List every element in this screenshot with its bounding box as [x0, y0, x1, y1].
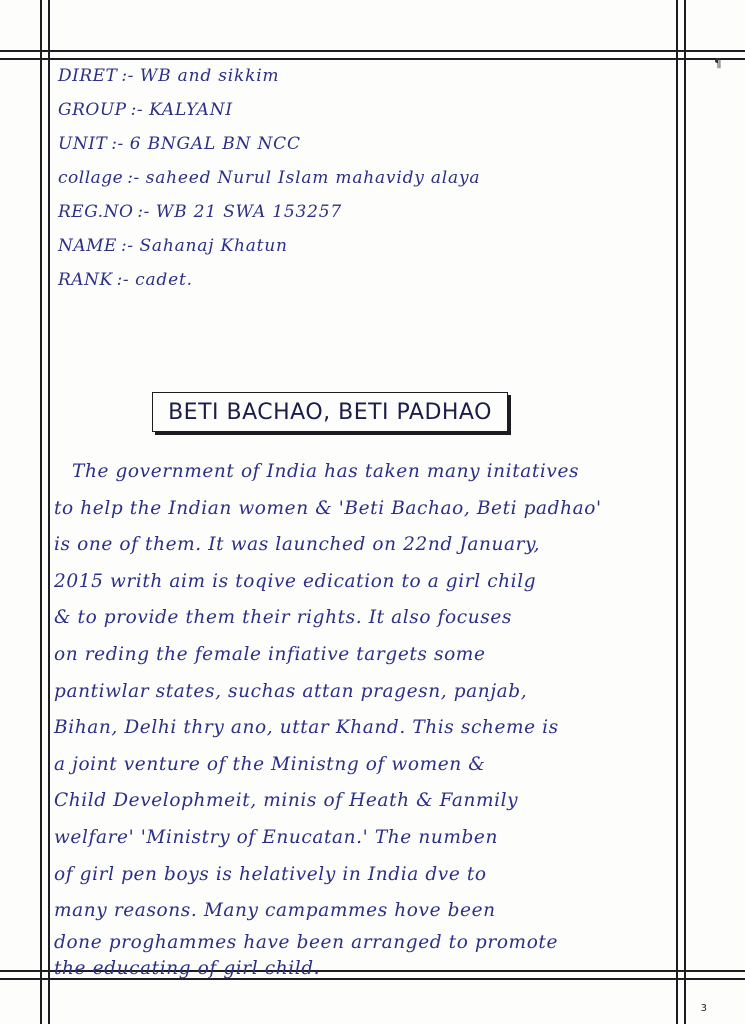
detail-separator: :-: [111, 134, 124, 154]
detail-value: Sahanaj Khatun: [139, 236, 288, 256]
detail-label: collage: [58, 168, 124, 188]
detail-value: WB and sikkim: [139, 66, 280, 86]
essay-line: Bihan, Delhi thry ano, uttar Khand. This scheme is: [54, 717, 559, 739]
detail-label: RANK: [58, 270, 113, 290]
cadet-details: [58, 66, 678, 304]
essay-line: The government of India has taken many initatives: [72, 461, 580, 482]
essay-line: many reasons. Many campammes hove been: [54, 900, 496, 922]
page-number: 3: [700, 1003, 707, 1014]
essay-line: the educating of girl child.: [54, 957, 321, 979]
left-margin-rule: [40, 0, 42, 1024]
detail-row-name: [58, 236, 678, 270]
essay-body: [54, 454, 682, 982]
right-margin-rule-inner: [684, 0, 686, 1024]
detail-separator: :-: [130, 100, 144, 120]
detail-value: KALYANI: [149, 100, 233, 120]
detail-separator: :-: [120, 236, 134, 256]
corner-mark: ¶: [714, 56, 722, 70]
detail-row-college: [58, 168, 678, 202]
essay-line: & to provide them their rights. It also focuses: [54, 607, 513, 629]
detail-label: GROUP: [58, 100, 127, 120]
detail-row-direct: [58, 66, 678, 100]
left-margin-rule-inner: [48, 0, 50, 1024]
essay-line: on reding the female infiative targets some: [54, 643, 486, 665]
essay-title: BETI BACHAO, BETI PADHAO: [152, 392, 508, 432]
detail-label: UNIT: [58, 134, 108, 154]
essay-line: done proghammes have been arranged to promote: [54, 931, 559, 953]
detail-value: 6 BNGAL BN NCC: [129, 134, 301, 154]
top-rule-inner: [0, 58, 745, 60]
detail-label: NAME: [58, 236, 117, 256]
detail-row-reg-no: [58, 202, 678, 236]
detail-value: WB 21 SWA 153257: [155, 202, 342, 222]
essay-line: a joint venture of the Ministng of women &: [54, 753, 486, 775]
essay-line: to help the Indian women & 'Beti Bachao, Beti padhao': [54, 497, 602, 519]
essay-line: of girl pen boys is helatively in India dve to: [54, 863, 487, 885]
essay-line: pantiwlar states, suchas attan pragesn, panjab,: [54, 680, 528, 702]
detail-separator: :-: [116, 270, 130, 290]
detail-value: saheed Nurul Islam mahavidy alaya: [145, 168, 481, 188]
detail-label: REG.NO: [58, 202, 134, 222]
essay-line: is one of them. It was launched on 22nd January,: [54, 534, 541, 556]
detail-value: cadet.: [135, 270, 193, 290]
top-rule: [0, 50, 745, 52]
detail-row-unit: [58, 134, 678, 168]
detail-label: DIRET: [58, 66, 118, 86]
essay-line: 2015 writh aim is toqive edication to a girl chilg: [54, 570, 537, 592]
detail-separator: :-: [127, 168, 140, 188]
detail-row-rank: [58, 270, 678, 304]
detail-separator: :-: [137, 202, 150, 222]
detail-separator: :-: [121, 66, 134, 86]
detail-row-group: [58, 100, 678, 134]
essay-line: Child Develophmeit, minis of Heath & Fanmily: [54, 790, 519, 812]
essay-line: welfare' 'Ministry of Enucatan.' The numben: [54, 826, 498, 848]
